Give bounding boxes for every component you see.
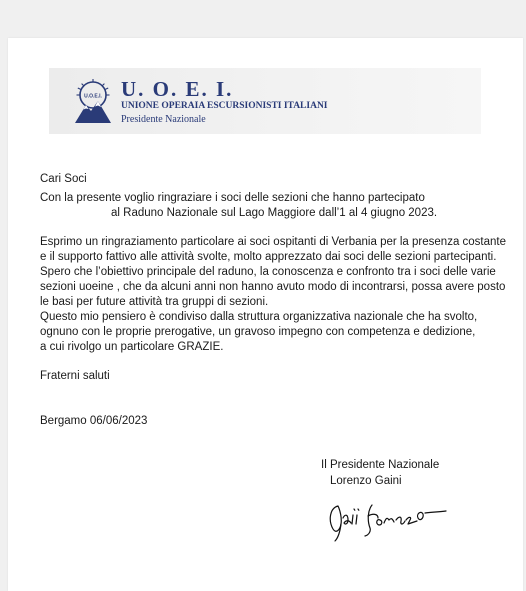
body-line: e il supporto fattivo alle attività svolte, molto apprezzato dai soci delle sezioni partecipanti. [40,251,497,263]
place-date: Bergamo 06/06/2023 [40,415,148,427]
body-line: Spero che l’obiettivo principale del raduno, la conoscenza e confronto tra i soci delle varie [40,266,496,278]
body-line: Questo mio pensiero è condiviso dalla struttura organizzativa nazionale che ha svolto, [40,311,478,323]
intro-line: Con la presente voglio ringraziare i soci delle sezioni che hanno partecipato [40,192,425,204]
signer-name: Lorenzo Gaini [330,475,402,487]
body-line: ognuno con le proprie prerogative, un gravoso impegno con competenza e dedizione, [40,326,476,338]
salutation: Cari Soci [40,173,87,185]
body-line: a cui rivolgo un particolare GRAZIE. [40,341,224,353]
letter-page [8,38,523,591]
signer-title: Il Presidente Nazionale [321,459,440,471]
intro-line: al Raduno Nazionale sul Lago Maggiore dall’1 al 4 giugno 2023. [111,207,438,219]
letterhead [49,68,481,134]
body-line: sezioni uoeine , che da alcuni anni non hanno avuto modo di incontrarsi, possa avere posto [40,281,506,293]
uoei-mountain-emblem-icon [73,79,113,125]
body-line: Esprimo un ringraziamento particolare ai soci ospitanti di Verbania per la presenza costante [40,236,507,248]
org-abbreviation: U. O. E. I. [121,77,234,101]
org-role: Presidente Nazionale [121,114,206,125]
body-line: le basi per future attività tra gruppi di sezioni. [40,296,269,308]
closing: Fraterni saluti [40,370,110,382]
svg-text:U.O.E.I.: U.O.E.I. [84,93,102,100]
org-full-name: UNIONE OPERAIA ESCURSIONISTI ITALIANI [121,101,328,111]
handwritten-signature [324,496,448,542]
